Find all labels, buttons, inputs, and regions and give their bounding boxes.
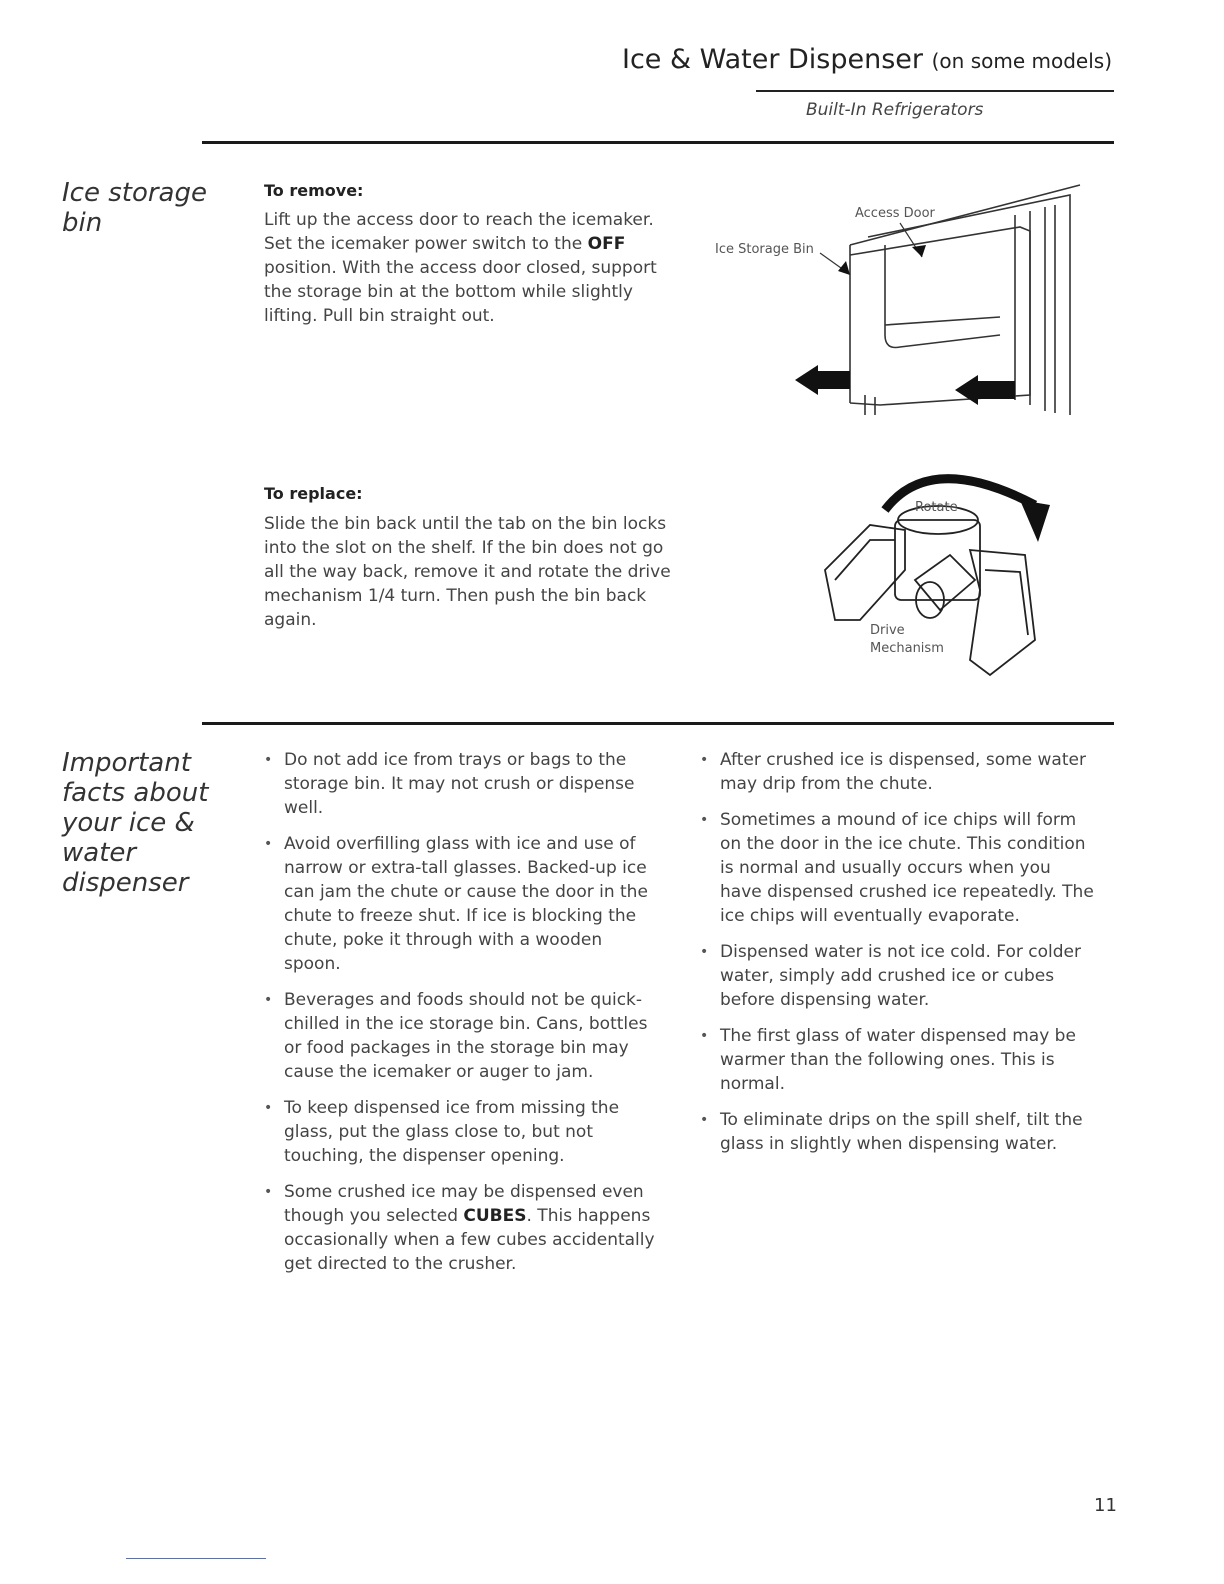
- page-header-title: [622, 44, 1112, 75]
- list-item: • To keep dispensed ice from missing the glass, put the glass close to, but not touching, the dispenser opening.: [264, 1096, 659, 1168]
- important-facts-left-list: [264, 748, 659, 1288]
- page-number: 11: [1094, 1495, 1117, 1516]
- to-remove-heading: To remove:: [264, 181, 364, 200]
- list-item: • Beverages and foods should not be quick-chilled in the ice storage bin. Cans, bottles or food packages in the storage bin may cause the icemaker or auger to jam.: [264, 988, 659, 1084]
- to-replace-heading: To replace:: [264, 484, 363, 503]
- list-item: • Dispensed water is not ice cold. For colder water, simply add crushed ice or cubes before dispensing water.: [700, 940, 1095, 1012]
- remove-text-part-1: Lift up the access door to reach the icemaker. Set the icemaker power switch to the: [264, 210, 654, 254]
- list-item-text-part-2: . This happens occasionally when a few cubes accidentally get directed to the crusher.: [284, 1206, 655, 1274]
- list-item: • After crushed ice is dispensed, some water may drip from the chute.: [700, 748, 1095, 796]
- list-item: [264, 1180, 659, 1276]
- drive-mechanism-illustration: [810, 460, 1060, 685]
- list-item: • Avoid overfilling glass with ice and use of narrow or extra-tall glasses. Backed-up ice can jam the chute or cause the door in the chute to freeze shut. If ice is blocking the chute, poke it through with a wooden spoon.: [264, 832, 659, 976]
- label-drive: Drive: [870, 623, 905, 638]
- section-title-ice-storage-bin: Ice storage bin: [62, 178, 207, 238]
- important-facts-right-list: [700, 748, 1095, 1168]
- list-item: • Sometimes a mound of ice chips will form on the door in the ice chute. This condition is normal and usually occurs when you have dispensed crushed ice repeatedly. The ice chips will eventually evaporate.: [700, 808, 1095, 928]
- header-subtitle: Built-In Refrigerators: [806, 100, 984, 120]
- footer-link-underline: [126, 1558, 266, 1559]
- ice-storage-bin-illustration: [700, 175, 1090, 425]
- label-access-door: Access Door: [855, 206, 935, 221]
- section-divider-middle: [202, 722, 1114, 725]
- label-mechanism: Mechanism: [870, 641, 944, 656]
- cubes-label: CUBES: [463, 1206, 527, 1226]
- remove-off-label: OFF: [587, 234, 626, 254]
- to-remove-instructions: [264, 208, 674, 328]
- to-replace-instructions: Slide the bin back until the tab on the bin locks into the slot on the shelf. If the bin does not go all the way back, remove it and rotate the drive mechanism 1/4 turn. Then push the bin back again.: [264, 514, 671, 630]
- label-ice-storage-bin: Ice Storage Bin: [715, 242, 814, 257]
- list-item: • Do not add ice from trays or bags to the storage bin. It may not crush or dispense well.: [264, 748, 659, 820]
- section-title-important-facts: Important facts about your ice & water dispenser: [62, 748, 209, 898]
- list-item-text-part-1: Some crushed ice may be dispensed even though you selected: [284, 1182, 644, 1226]
- list-item: • The first glass of water dispensed may be warmer than the following ones. This is normal.: [700, 1024, 1095, 1096]
- header-title-text: Ice & Water Dispenser: [621, 44, 924, 75]
- header-divider: [756, 90, 1114, 92]
- header-title-note: (on some models): [931, 49, 1112, 73]
- label-rotate: Rotate: [915, 500, 958, 515]
- list-item: • To eliminate drips on the spill shelf, tilt the glass in slightly when dispensing water.: [700, 1108, 1095, 1156]
- remove-text-part-2: position. With the access door closed, support the storage bin at the bottom while slightly lifting. Pull bin straight out.: [264, 258, 657, 326]
- section-divider-top: [202, 141, 1114, 144]
